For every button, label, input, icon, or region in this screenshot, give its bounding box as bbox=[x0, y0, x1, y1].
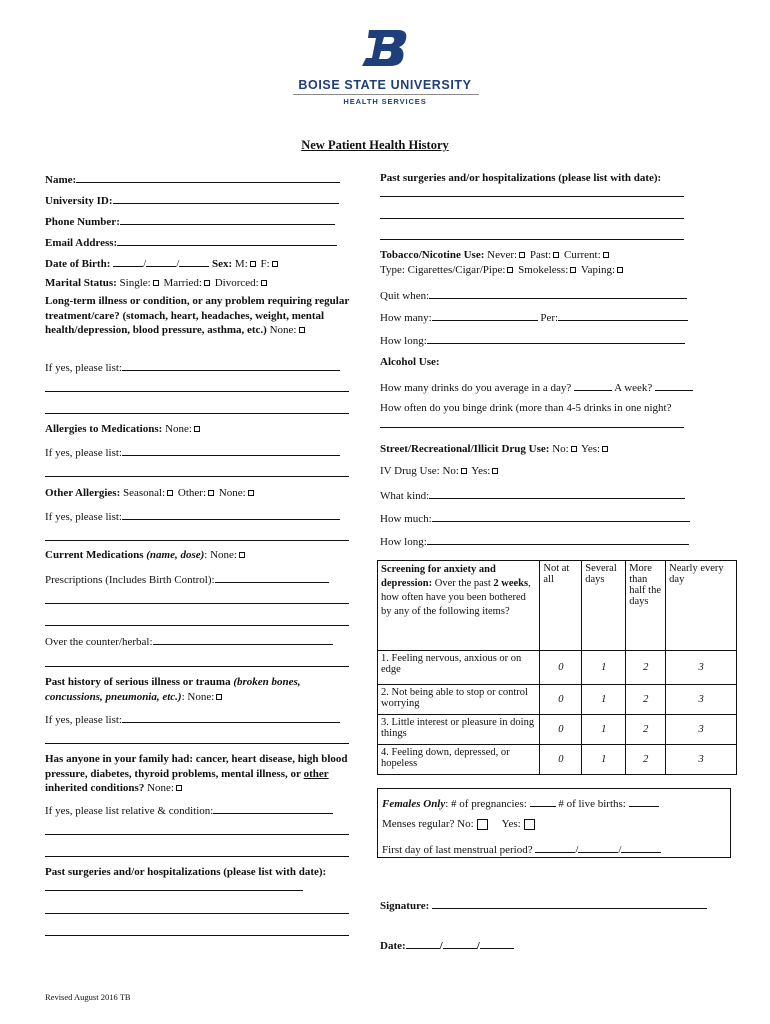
tobacco-row: Tobacco/Nicotine Use: Never: Past: Current: bbox=[380, 249, 611, 261]
date-month[interactable] bbox=[406, 938, 440, 949]
header-more-than-half: More than half the days bbox=[626, 561, 666, 651]
score-cell[interactable]: 3 bbox=[666, 685, 737, 715]
binge-question: How often do you binge drink (more than 4-5 drinks in one night? bbox=[380, 402, 672, 414]
cigarettes-checkbox[interactable] bbox=[507, 267, 513, 273]
surgeries-line[interactable] bbox=[380, 239, 684, 240]
surgeries-line[interactable] bbox=[380, 196, 684, 197]
drinks-week-field[interactable] bbox=[655, 380, 693, 391]
past-surgeries-right: Past surgeries and/or hospitalizations (please list with date): bbox=[380, 172, 662, 184]
lmp-year[interactable] bbox=[621, 842, 661, 853]
other-allergies-none-checkbox[interactable] bbox=[248, 490, 254, 496]
quit-when-field[interactable]: Quit when: bbox=[380, 288, 687, 302]
university-name: BOISE STATE UNIVERSITY bbox=[298, 78, 472, 92]
longterm-none-checkbox[interactable] bbox=[299, 327, 305, 333]
alcohol-heading: Alcohol Use: bbox=[380, 356, 440, 368]
department-name: HEALTH SERVICES bbox=[343, 97, 427, 106]
score-cell[interactable]: 1 bbox=[582, 651, 626, 685]
married-checkbox[interactable] bbox=[204, 280, 210, 286]
dob-year[interactable] bbox=[179, 256, 209, 267]
date-row: Date: / / bbox=[380, 938, 514, 952]
family-none-checkbox[interactable] bbox=[176, 785, 182, 791]
table-header-row bbox=[378, 561, 737, 651]
drinks-row: How many drinks do you average in a day? A week? bbox=[380, 380, 693, 394]
name-field[interactable]: Name: bbox=[45, 172, 340, 186]
screening-item: 3. Little interest or pleasure in doing things bbox=[378, 715, 540, 745]
longterm-question: Long-term illness or condition, or any problem requiring regular treatment/care? (stomach, heart, headaches, weight, mental health/depression, blood pressure, asthma, etc.) None: bbox=[45, 295, 350, 336]
med-allergies-row: Allergies to Medications: None: bbox=[45, 423, 202, 435]
past-surgeries-line[interactable] bbox=[45, 935, 349, 936]
signature-field[interactable]: Signature: bbox=[380, 898, 707, 912]
sex-f-checkbox[interactable] bbox=[272, 261, 278, 267]
header-divider bbox=[293, 94, 479, 95]
family-history-line[interactable] bbox=[45, 856, 349, 857]
drug-how-long-field[interactable]: How long: bbox=[380, 534, 689, 548]
per-field[interactable] bbox=[558, 310, 688, 321]
past-surgeries-line[interactable] bbox=[45, 913, 349, 914]
family-history-question: Has anyone in your family had: cancer, heart disease, high blood pressure, diabetes, thyroid problems, mental illness, or other inherited conditions? None: bbox=[45, 753, 348, 794]
drug-yes-checkbox[interactable] bbox=[602, 446, 608, 452]
score-cell[interactable]: 0 bbox=[540, 715, 582, 745]
date-day[interactable] bbox=[443, 938, 477, 949]
score-cell[interactable]: 1 bbox=[582, 685, 626, 715]
family-history-list[interactable]: If yes, please list relative & condition: bbox=[45, 803, 333, 817]
score-cell[interactable]: 2 bbox=[626, 651, 666, 685]
drug-row: Street/Recreational/Illicit Drug Use: No: Yes: bbox=[380, 443, 610, 455]
header-several-days: Several days bbox=[582, 561, 626, 651]
menses-no-checkbox[interactable] bbox=[477, 819, 488, 830]
current-meds-none-checkbox[interactable] bbox=[239, 552, 245, 558]
score-cell[interactable]: 2 bbox=[626, 745, 666, 775]
other-allergies-line[interactable] bbox=[45, 540, 349, 541]
current-meds-row: Current Medications (name, dose): None: bbox=[45, 549, 247, 561]
prescriptions-line[interactable] bbox=[45, 625, 349, 626]
smokeless-checkbox[interactable] bbox=[570, 267, 576, 273]
header-nearly-every-day: Nearly every day bbox=[666, 561, 737, 651]
past-illness-none-checkbox[interactable] bbox=[216, 694, 222, 700]
lmp-row: First day of last menstrual period? / / bbox=[382, 842, 661, 856]
lmp-day[interactable] bbox=[578, 842, 618, 853]
single-checkbox[interactable] bbox=[153, 280, 159, 286]
date-year[interactable] bbox=[480, 938, 514, 949]
score-cell[interactable]: 3 bbox=[666, 745, 737, 775]
other-allergies-list[interactable]: If yes, please list: bbox=[45, 509, 340, 523]
table-row bbox=[378, 745, 737, 775]
table-row bbox=[378, 715, 737, 745]
drug-no-checkbox[interactable] bbox=[571, 446, 577, 452]
pregnancies-row: Females Only: # of pregnancies: # of live births: bbox=[382, 796, 659, 810]
tobacco-current-checkbox[interactable] bbox=[603, 252, 609, 258]
med-allergies-list[interactable]: If yes, please list: bbox=[45, 445, 340, 459]
otc-field[interactable]: Over the counter/herbal: bbox=[45, 634, 333, 648]
longterm-line[interactable] bbox=[45, 413, 349, 414]
past-illness-line[interactable] bbox=[45, 743, 349, 744]
other-allergies-row: Other Allergies: Seasonal: Other: None: bbox=[45, 487, 256, 499]
screening-item: 4. Feeling down, depressed, or hopeless bbox=[378, 745, 540, 775]
binge-line[interactable] bbox=[380, 427, 684, 428]
screening-intro: Screening for anxiety and depression: Over the past 2 weeks, how often have you been bothered by any of the following items? bbox=[378, 561, 540, 651]
score-cell[interactable]: 2 bbox=[626, 685, 666, 715]
dob-month[interactable] bbox=[113, 256, 143, 267]
vaping-checkbox[interactable] bbox=[617, 267, 623, 273]
tobacco-past-checkbox[interactable] bbox=[553, 252, 559, 258]
menses-row: Menses regular? No: Yes: bbox=[382, 818, 538, 830]
dob-sex-row: Date of Birth: / / Sex: M: F: bbox=[45, 256, 280, 270]
menses-yes-checkbox[interactable] bbox=[524, 819, 535, 830]
what-kind-field[interactable]: What kind: bbox=[380, 488, 685, 502]
table-row bbox=[378, 685, 737, 715]
page-title: New Patient Health History bbox=[301, 138, 449, 152]
tobacco-never-checkbox[interactable] bbox=[519, 252, 525, 258]
sex-m-checkbox[interactable] bbox=[250, 261, 256, 267]
drinks-day-field[interactable] bbox=[574, 380, 612, 391]
revised-note: Revised August 2016 TB bbox=[45, 992, 131, 1002]
score-cell[interactable]: 0 bbox=[540, 651, 582, 685]
med-allergies-none-checkbox[interactable] bbox=[194, 426, 200, 432]
pregnancies-field[interactable] bbox=[530, 796, 556, 807]
family-history-line[interactable] bbox=[45, 834, 349, 835]
tobacco-type-row: Type: Cigarettes/Cigar/Pipe: Smokeless: Vaping: bbox=[380, 264, 625, 276]
med-allergies-line[interactable] bbox=[45, 476, 349, 477]
prescriptions-line[interactable] bbox=[45, 603, 349, 604]
score-cell[interactable]: 0 bbox=[540, 745, 582, 775]
score-cell[interactable]: 1 bbox=[582, 715, 626, 745]
iv-drug-row: IV Drug Use: No: Yes: bbox=[380, 465, 500, 477]
university-logo bbox=[0, 28, 770, 71]
score-cell[interactable]: 3 bbox=[666, 651, 737, 685]
score-cell[interactable]: 2 bbox=[626, 715, 666, 745]
score-cell[interactable]: 0 bbox=[540, 685, 582, 715]
lmp-month[interactable] bbox=[535, 842, 575, 853]
dob-day[interactable] bbox=[146, 256, 176, 267]
header-not-at-all: Not at all bbox=[540, 561, 582, 651]
past-illness-question: Past history of serious illness or trauma (broken bones, concussions, pneumonia, etc.): None: bbox=[45, 676, 301, 703]
phone-field[interactable]: Phone Number: bbox=[45, 214, 335, 228]
how-many-row: How many: Per: bbox=[380, 310, 688, 324]
tobacco-how-long-field[interactable]: How long: bbox=[380, 333, 685, 347]
screening-item: 2. Not being able to stop or control worrying bbox=[378, 685, 540, 715]
score-cell[interactable]: 3 bbox=[666, 715, 737, 745]
surgeries-line[interactable] bbox=[380, 218, 684, 219]
otc-line[interactable] bbox=[45, 666, 349, 667]
longterm-line[interactable] bbox=[45, 391, 349, 392]
iv-no-checkbox[interactable] bbox=[461, 468, 467, 474]
past-illness-list[interactable]: If yes, please list: bbox=[45, 712, 340, 726]
iv-yes-checkbox[interactable] bbox=[492, 468, 498, 474]
university-id-field[interactable]: University ID: bbox=[45, 193, 339, 207]
anxiety-depression-table bbox=[377, 560, 737, 775]
other-allergy-checkbox[interactable] bbox=[208, 490, 214, 496]
score-cell[interactable]: 1 bbox=[582, 745, 626, 775]
screening-item: 1. Feeling nervous, anxious or on edge bbox=[378, 651, 540, 685]
seasonal-checkbox[interactable] bbox=[167, 490, 173, 496]
how-many-field[interactable] bbox=[432, 310, 538, 321]
live-births-field[interactable] bbox=[629, 796, 659, 807]
email-field[interactable]: Email Address: bbox=[45, 235, 337, 249]
past-surgeries-left[interactable]: Past surgeries and/or hospitalizations (please list with date): bbox=[45, 865, 345, 895]
longterm-list[interactable]: If yes, please list: bbox=[45, 360, 340, 374]
table-row bbox=[378, 651, 737, 685]
how-much-field[interactable]: How much: bbox=[380, 511, 690, 525]
marital-row: Marital Status: Single: Married: Divorced: bbox=[45, 277, 269, 289]
divorced-checkbox[interactable] bbox=[261, 280, 267, 286]
prescriptions-field[interactable]: Prescriptions (Includes Birth Control): bbox=[45, 572, 329, 586]
